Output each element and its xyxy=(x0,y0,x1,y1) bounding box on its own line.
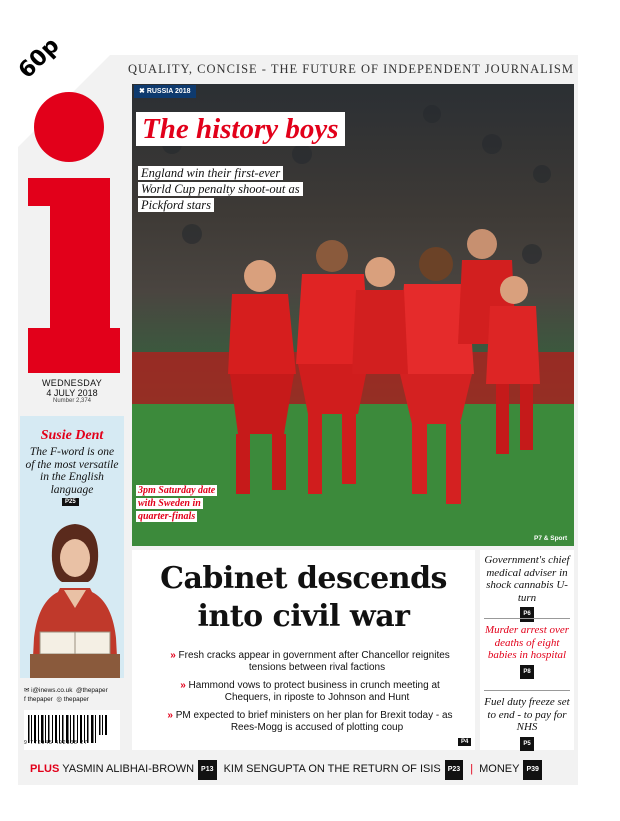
lead-headline: Cabinet descends into civil war xyxy=(160,561,447,634)
lead-bullet: » PM expected to brief ministers on her plan for Brexit today - as Rees-Mogg is accused of plotting coup xyxy=(167,710,453,733)
brief-item[interactable] xyxy=(480,696,574,751)
brief-text: Fuel duty freeze set to end - to pay for NHS xyxy=(484,696,570,733)
lead-bullets xyxy=(162,650,458,740)
susie-dent-panel[interactable] xyxy=(20,416,124,678)
hero-page-ref: P7 & Sport xyxy=(534,535,568,542)
footer-item[interactable]: KIM SENGUPTA ON THE RETURN OF ISIS xyxy=(223,763,441,775)
footer-divider: | xyxy=(470,763,474,775)
logo-stem xyxy=(28,178,120,373)
issue-number: Number 2,374 xyxy=(52,398,92,404)
footer-item[interactable]: YASMIN ALIBHAI-BROWN xyxy=(62,763,195,775)
twitter-handle[interactable]: @thepaper xyxy=(76,687,108,694)
brief-page-ref: P5 xyxy=(520,737,533,752)
barcode-number: 9 772045 492838 27 xyxy=(24,740,88,746)
footer-plus: PLUS xyxy=(30,763,60,775)
footer-teasers xyxy=(30,760,574,778)
hero-promo: 3pm Saturday date with Sweden in quarter-finals xyxy=(138,485,216,522)
strapline: QUALITY, CONCISE - THE FUTURE OF INDEPENDENT JOURNALISM xyxy=(128,62,574,76)
columnist-name: Susie Dent xyxy=(40,428,104,443)
issue-date xyxy=(20,378,124,404)
brief-text: Government's chief medical adviser in shock cannabis U-turn xyxy=(484,554,570,604)
columnist-photo xyxy=(30,516,120,678)
contact-email[interactable]: i@inews.co.uk xyxy=(31,687,73,694)
hero-headline: The history boys xyxy=(142,113,339,145)
columnist-page-ref: P25 xyxy=(62,498,79,506)
arrow-icon: » xyxy=(180,680,189,691)
lead-story[interactable] xyxy=(132,550,475,750)
celebration-image xyxy=(132,84,574,546)
footer-page-ref: P23 xyxy=(445,760,463,780)
brief-text: Murder arrest over deaths of eight babies in hospital xyxy=(484,624,570,661)
section-badge: ✖ RUSSIA 2018 xyxy=(134,85,196,98)
cover-price: 60p xyxy=(14,33,65,84)
footer-page-ref: P39 xyxy=(523,760,541,780)
logo-dot xyxy=(34,92,104,162)
contact-details: ✉ i@inews.co.uk @thepaper f thepaper ◎ thepaper xyxy=(24,687,108,703)
brief-page-ref: P8 xyxy=(520,665,533,680)
lead-page-ref: P4 xyxy=(458,738,471,746)
brief-item[interactable] xyxy=(480,624,574,679)
instagram-handle[interactable]: thepaper xyxy=(63,696,89,703)
arrow-icon: » xyxy=(170,650,179,661)
lead-bullet: » Fresh cracks appear in government after Chancellor reignites tensions between rival factions xyxy=(170,650,450,673)
columnist-quote: The F-word is one of the most versatile in the English language xyxy=(25,446,119,496)
briefs-column xyxy=(480,550,574,750)
brief-divider xyxy=(484,690,570,691)
issue-day: WEDNESDAY xyxy=(41,378,103,388)
brief-item[interactable] xyxy=(480,554,574,622)
brief-divider xyxy=(484,618,570,619)
footer-item[interactable]: MONEY xyxy=(479,763,520,775)
hero-photo[interactable] xyxy=(132,84,574,546)
footer-page-ref: P13 xyxy=(198,760,216,780)
brief-page-ref: P6 xyxy=(520,607,533,622)
hero-subhead: England win their first-ever World Cup penalty shoot-out as Pickford stars xyxy=(138,165,308,213)
arrow-icon: » xyxy=(167,710,176,721)
facebook-handle[interactable]: thepaper xyxy=(27,696,53,703)
issue-date-text: 4 JULY 2018 xyxy=(46,388,98,398)
lead-bullet: » Hammond vows to protect business in crunch meeting at Chequers, in riposte to Johnson and Hunt xyxy=(180,680,440,703)
hero-headline-box[interactable] xyxy=(136,112,345,146)
